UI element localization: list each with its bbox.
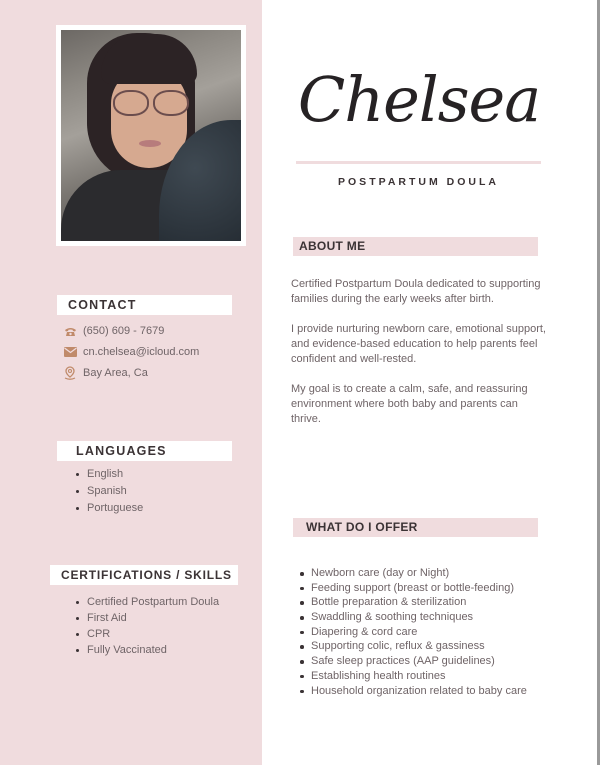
about-text [291,277,546,442]
offer-heading: WHAT DO I OFFER [293,518,538,537]
contact-email-text: cn.chelsea@icloud.com [83,346,200,358]
photo-glasses-right [153,90,189,116]
photo-lips-shape [139,140,161,147]
offer-item: Feeding support (breast or bottle-feeding) [298,581,527,596]
offer-item: Household organization related to baby care [298,684,527,699]
photo-bangs-shape [101,34,197,84]
languages-heading: LANGUAGES [57,441,232,461]
contact-heading: CONTACT [57,295,232,315]
offer-item: Establishing health routines [298,669,527,684]
offer-list [298,566,527,698]
contact-phone-text: (650) 609 - 7679 [83,325,165,337]
about-paragraph: My goal is to create a calm, safe, and reassuring environment where both baby and parents can thrive. [291,383,528,425]
certifications-list [74,594,219,658]
phone-icon [63,324,77,338]
certification-item: Certified Postpartum Doula [74,594,219,610]
job-title: POSTPARTUM DOULA [338,176,499,188]
mail-icon [63,345,77,359]
certifications-heading: CERTIFICATIONS / SKILLS [50,565,238,585]
certification-item: Fully Vaccinated [74,642,219,658]
offer-item: Newborn care (day or Night) [298,566,527,581]
contact-location-text: Bay Area, Ca [83,367,148,379]
name-divider [296,161,541,164]
profile-photo [61,30,241,241]
profile-photo-frame [56,25,246,246]
language-item: Portuguese [74,500,143,517]
offer-item: Bottle preparation & sterilization [298,595,527,610]
certification-item: CPR [74,626,219,642]
contact-list [63,321,199,384]
contact-phone[interactable] [63,321,199,341]
about-paragraph: I provide nurturing newborn care, emotional support, and evidence-based education to help parents feel confident and well-rested. [291,323,546,365]
sidebar [0,0,262,765]
offer-item: Supporting colic, reflux & gassiness [298,639,527,654]
name-script-heading: Chelsea [297,63,541,136]
about-heading: ABOUT ME [293,237,538,256]
offer-item: Diapering & cord care [298,625,527,640]
photo-glasses-left [113,90,149,116]
offer-item: Safe sleep practices (AAP guidelines) [298,654,527,669]
offer-item: Swaddling & soothing techniques [298,610,527,625]
contact-location [63,363,199,383]
language-item: English [74,466,143,483]
language-item: Spanish [74,483,143,500]
about-paragraph: Certified Postpartum Doula dedicated to supporting families during the early weeks after birth. [291,278,541,305]
contact-email[interactable] [63,342,199,362]
languages-list [74,466,143,517]
certification-item: First Aid [74,610,219,626]
location-pin-icon [63,366,77,380]
